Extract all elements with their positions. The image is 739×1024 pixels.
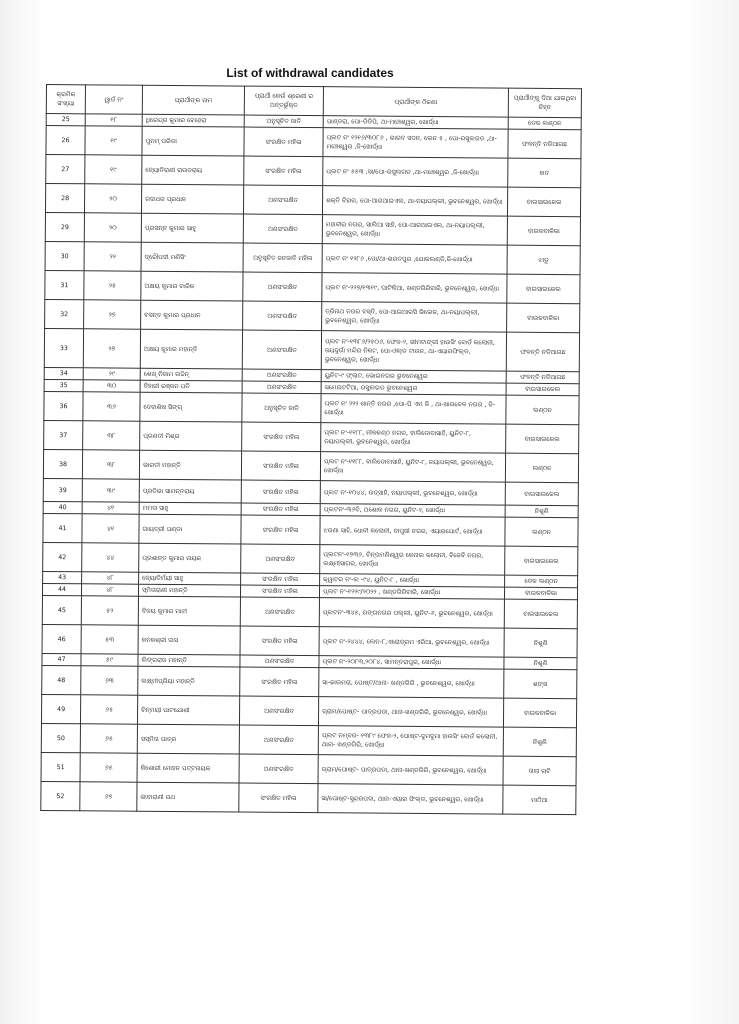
cell-ward-no: ୩୬ bbox=[83, 392, 140, 421]
cell-symbol: ଫଳନ୍ତି ନଡିଆଗଛ bbox=[506, 332, 579, 372]
cell-ward-no: ୩୮ bbox=[82, 450, 139, 479]
cell-address: ଗ୍ରାମ/ପୋଷ୍ଟ- ପାତ୍ରପଡା, ଥାନା-ଖଣ୍ଡଗିରି, ଭୁବନେଶ୍ୱର, ଖୋର୍ଦ୍ଧା bbox=[318, 697, 503, 727]
cell-address: ପ୍ଲଟ ନଂ-୧୨୨୯/୨୦୨୨ , ଖଣ୍ଡଗିରିବାରି, ଖୋର୍ଦ୍ଧା bbox=[319, 586, 504, 599]
cell-candidate-name: ଗାୟତ୍ରୀ ପଣ୍ଡା bbox=[139, 514, 241, 544]
table-header-row bbox=[46, 85, 581, 118]
table-row bbox=[42, 624, 577, 657]
table-row bbox=[44, 391, 579, 424]
cell-candidate-name: ପ୍ରସନ୍ନ କୁମାର ସାହୁ bbox=[141, 213, 243, 243]
cell-ward-no: ୩୮ bbox=[83, 421, 140, 450]
header-address: ପ୍ରାର୍ଥୀଙ୍କ ଠିକଣା bbox=[323, 87, 508, 117]
cell-ward-no: ୧୮ bbox=[85, 114, 142, 126]
cell-address: ପ୍ଲଟ ନଂ ୧୨୮୬ ,ପୋ/ଥା-ଭରତପୁର ,ଯୋକଲଣ୍ଡି,ଜି-ଖୋର୍ଦ୍ଧା bbox=[322, 244, 507, 274]
cell-candidate-name: କନକଶ୍ରୀ ଦାସ bbox=[138, 625, 240, 655]
cell-symbol: ବାଇକବାଳିକା bbox=[507, 303, 580, 333]
cell-address: ୟୁନିଟ-୯ ଫ୍ଲାଟ, ଭୋଇନଗର ଭୁବନେଶ୍ୱର bbox=[321, 370, 506, 383]
cell-candidate-name: ଧିରେନ୍ଦ୍ର କୁମାର ବେହେରା bbox=[142, 114, 244, 127]
cell-category: ସଂରକ୍ଷିତ ମହିଳା bbox=[242, 422, 321, 452]
cell-sl-no: 36 bbox=[44, 391, 83, 420]
cell-symbol: ବାଇକବାଳିକା bbox=[507, 216, 580, 246]
cell-address: ପ୍ଲଟ ନଂ-୧୧୮୮, ନୀଳକଣ୍ଠ ନଗର, ବାଲିଡୋବାସାହି, ୟୁନିଟ-୮, ନୟାପଲ୍ଲୀ, ଭୁବନେଶ୍ୱର, ଖୋର୍ଦ୍ଧା bbox=[321, 423, 506, 453]
cell-address: ପ୍ଲଟନଂ-୩୪୫, ରଙ୍ଗନଗର ପଲ୍ଲୀ, ୟୁନିଟ-୬, ଭୁବନେଶ୍ୱର, ଖୋର୍ଦ୍ଧା bbox=[319, 598, 504, 628]
table-row bbox=[41, 694, 576, 727]
cell-ward-no: ୨୭ bbox=[83, 329, 140, 368]
cell-ward-no: ୨୦ bbox=[84, 184, 141, 213]
cell-symbol: ବାଇସାଇକେଲ bbox=[505, 546, 578, 576]
cell-candidate-name: କିଶୋରୀ ମୋହନ ପଟ୍ଟନାୟକ bbox=[137, 753, 239, 783]
cell-category: ସଂରକ୍ଷିତ ମହିଳା bbox=[241, 515, 320, 545]
cell-address: ପ୍ଲଟ ନଂ-୧୩୮୬/୨୫୦୬, ଫେଜ-୨, ଭୀମଟାଙ୍ଗୀ ହାଉସିଂ ବୋର୍ଡ କଲୋନୀ, ଜୟଦୁର୍ଗା ମନ୍ଦିର ନିକଟ, ପୋ-ଓଲ୍ଡ ଟାଉନ, ଥା-ଏୟାରଫିଲ୍ଡ, ଭୁବନେଶ୍ୱର, ଖୋର୍ଦ୍ଧା bbox=[321, 331, 506, 371]
cell-sl-no: 39 bbox=[43, 478, 82, 501]
cell-sl-no: 46 bbox=[42, 624, 81, 653]
cell-ward-no: ୬୫ bbox=[80, 724, 137, 753]
cell-sl-no: 30 bbox=[45, 241, 84, 270]
cell-sl-no: 35 bbox=[44, 379, 83, 391]
cell-symbol: ବାଇସାଇକେଲ bbox=[504, 599, 577, 629]
cell-address: କ୍ୱାଟର ନଂ-ଲ -୯୪, ୟୁନିଟ-୮ , ଖୋର୍ଦ୍ଧା bbox=[320, 574, 505, 587]
cell-sl-no: 38 bbox=[43, 449, 82, 478]
cell-category: ଅଣସଂରକ୍ଷିତ bbox=[242, 381, 321, 394]
header-ward-no: ୱାର୍ଡ ନଂ bbox=[85, 85, 142, 114]
cell-address: ପ୍ଲଟ ନଂ ୫୫୩ ,ସା/ପୋ-ରସୁଲଗଡ ,ଥା-ମଞ୍ଚେଶ୍ୱର ,ଜି-ଖୋର୍ଦ୍ଧା bbox=[323, 157, 508, 187]
cell-symbol: ହାତ bbox=[508, 158, 581, 188]
cell-address: ପ୍ଲଟ ନଂ ୨୨୨ ଶାନ୍ତି ନଗର ,ପୋ-ପି ଏମ ଜି , ଥା-ଖାରବେଳ ନଗର , ଜି-ଖୋର୍ଦ୍ଧା bbox=[321, 394, 506, 424]
cell-category: ଅଣସଂରକ୍ଷିତ bbox=[240, 655, 319, 668]
table-row bbox=[43, 449, 578, 482]
cell-candidate-name: ଅକ୍ଷୟ କୁମାର ମହାନ୍ତି bbox=[140, 329, 242, 369]
cell-sl-no: 32 bbox=[45, 299, 84, 328]
cell-sl-no: 52 bbox=[41, 781, 80, 810]
cell-symbol: ଡେକ ଲଣ୍ଠନ bbox=[505, 575, 578, 588]
cell-ward-no: ୩୯ bbox=[82, 479, 139, 502]
cell-ward-no: ୬୫ bbox=[80, 753, 137, 782]
cell-ward-no: ୬୩ bbox=[81, 666, 138, 695]
cell-sl-no: 43 bbox=[43, 571, 82, 583]
cell-sl-no: 33 bbox=[44, 328, 83, 367]
cell-candidate-name: ମମତା ସାହୁ bbox=[139, 502, 241, 515]
cell-ward-no: ୩୦ bbox=[83, 380, 140, 392]
table-row bbox=[45, 299, 580, 332]
cell-ward-no: ୧୯ bbox=[85, 155, 142, 184]
table-row bbox=[45, 184, 580, 217]
cell-symbol: ବାଇସାଇକେଲ bbox=[505, 482, 578, 506]
cell-category: ସଂରକ୍ଷିତ ମହିଳା bbox=[240, 626, 319, 656]
cell-category: ଅଣସଂରକ୍ଷିତ bbox=[243, 214, 322, 244]
cell-symbol: ଶଙ୍ଖ bbox=[504, 669, 577, 699]
cell-candidate-name: ପୁନମ୍ ପରିଡା bbox=[142, 126, 244, 156]
cell-ward-no: ୫୩ bbox=[81, 625, 138, 654]
cell-address: ଶକ୍ତି ବିହାର, ପୋ-ଆରଆଇଏଲ, ଥା-ନୟାପଲ୍ଲୀ, ଭୁବନେଶ୍ୱର, ଖୋର୍ଦ୍ଧା bbox=[322, 186, 507, 216]
cell-symbol: ଡେକ ଲଣ୍ଠନ bbox=[508, 117, 581, 130]
cell-ward-no: ୫୯ bbox=[81, 654, 138, 666]
cell-category: ଅନୁସୂଚିତ ଜାତି bbox=[242, 393, 321, 423]
table-row bbox=[42, 595, 577, 628]
cell-symbol: ଫଳନ୍ତି ନଡିଆଗଛ bbox=[506, 371, 579, 384]
table-row bbox=[41, 781, 576, 814]
cell-ward-no: ୪୪ bbox=[82, 543, 139, 572]
table-body bbox=[41, 114, 581, 815]
cell-address: ପ୍ଲଟ ନଂ-୨୦୮୩,୨୦୮୪, ସାମନ୍ତରାପୁର, ଖୋର୍ଦ୍ଧା bbox=[319, 656, 504, 669]
cell-symbol: ଲଣ୍ଠନ bbox=[505, 517, 578, 547]
cell-category: ଅଣସଂରକ୍ଷିତ bbox=[240, 597, 319, 627]
cell-sl-no: 25 bbox=[46, 114, 85, 126]
cell-address: ଝରଣା ସାହି, ଧୋବୀ କଲୋନୀ, ବାପୁଜୀ ନଗର, ଏୟାରପୋର୍ଟ, ଖୋର୍ଦ୍ଧା bbox=[320, 516, 505, 546]
cell-address: ଗ୍ରାମ/ପୋଷ୍ଟ- ପାତ୍ରପଡା, ଥାନା-ଖଣ୍ଡଗିରି, ଭୁବନେଶ୍ୱର, ଖୋର୍ଦ୍ଧା bbox=[318, 755, 503, 785]
cell-symbol: ଲଣ୍ଠନ bbox=[506, 395, 579, 425]
cell-address: ସା/ପୋଷ୍ଟ-ସୁନ୍ଦରପଦା, ଥାନା-ଏୟାର ଫିଲ୍ଡ, ଭୁବନେଶ୍ୱର, ଖୋର୍ଦ୍ଧା bbox=[318, 784, 503, 814]
cell-sl-no: 37 bbox=[44, 420, 83, 449]
cell-ward-no: ୪୧ bbox=[82, 514, 139, 543]
cell-category: ଅଣସଂରକ୍ଷିତ bbox=[243, 272, 322, 302]
cell-candidate-name: ଦେବାଶିଷ ସିଙ୍ଗ୍ bbox=[140, 392, 242, 422]
cell-candidate-name: ସସ୍ମିତା ପାତ୍ର bbox=[137, 724, 239, 754]
cell-sl-no: 34 bbox=[44, 367, 83, 379]
cell-candidate-name: ସ୍ମିତାରାଣୀ ମହାନ୍ତି bbox=[138, 584, 240, 597]
cell-sl-no: 41 bbox=[43, 513, 82, 542]
cell-candidate-name: ଲକ୍ଷ୍ମୀପ୍ରିୟା ମହାନ୍ତି bbox=[138, 666, 240, 696]
cell-category: ସଂରକ୍ଷିତ ମହିଳା bbox=[241, 451, 320, 481]
document-title: List of withdrawal candidates bbox=[226, 66, 394, 80]
cell-ward-no: ୨୫ bbox=[84, 271, 141, 300]
table-row bbox=[46, 155, 581, 188]
cell-candidate-name: ଅକ୍ଷୟ କୁମାର ବାରିକ bbox=[141, 271, 243, 301]
cell-symbol: ଲଣ୍ଠନ bbox=[505, 453, 578, 483]
cell-symbol: ବାଇକବାଳିକା bbox=[503, 698, 576, 728]
cell-symbol: ନିଶୁଣି bbox=[505, 505, 578, 518]
cell-category: ଅଣସଂରକ୍ଷିତ bbox=[242, 369, 321, 382]
table-row bbox=[42, 665, 577, 698]
cell-category: ସଂରକ୍ଷିତ ମହିଳା bbox=[244, 156, 323, 186]
table-row bbox=[41, 723, 576, 756]
cell-sl-no: 45 bbox=[42, 595, 81, 624]
cell-candidate-name: ଭାରତୀ ମହାନ୍ତି bbox=[139, 450, 241, 480]
cell-category: ସଂରକ୍ଷିତ ମହିଳା bbox=[240, 667, 319, 697]
cell-sl-no: 26 bbox=[46, 126, 85, 155]
cell-symbol: ବାଇସାଇକେଲ bbox=[506, 383, 579, 396]
cell-address: ସା-ଢାଉମରା, ପୋଷ୍ଟ/ଥାନା- ଖଣ୍ଡଗିରି , ଭୁବନେଶ୍ୱର, ଖୋର୍ଦ୍ଧା bbox=[319, 668, 504, 698]
cell-candidate-name: ପ୍ରତିଭା ସାମନ୍ତରାୟ bbox=[139, 479, 241, 503]
cell-symbol: ନିଶୁଣି bbox=[503, 727, 576, 757]
cell-sl-no: 44 bbox=[42, 583, 81, 595]
cell-sl-no: 51 bbox=[41, 752, 80, 781]
cell-candidate-name: ଭାବାରାଣୀ ରଥ bbox=[137, 782, 239, 812]
cell-address: ପ୍ଲଟ ନଂ-୨୪୪୪, ଲେନ-୮,ଏରୋଡ୍ରମ ଏରିଆ, ଭୁବନେଶ୍ୱର, ଖୋର୍ଦ୍ଧା bbox=[319, 627, 504, 657]
cell-sl-no: 47 bbox=[42, 653, 81, 665]
cell-sl-no: 40 bbox=[43, 501, 82, 513]
cell-candidate-name: ଶେଖ୍ ନିଜାମ ଉଦ୍ଦିନ୍ bbox=[140, 368, 242, 381]
cell-sl-no: 50 bbox=[41, 723, 80, 752]
cell-symbol: ତାଲା ଚାବି bbox=[503, 756, 576, 786]
cell-ward-no: ୬୫ bbox=[80, 695, 137, 724]
header-symbol: ପ୍ରାର୍ଥୀଙ୍କୁ ଦିଆ ଯାଇଥିବା ଚିହ୍ନ bbox=[508, 88, 581, 118]
cell-symbol: ମାଠିଆ bbox=[503, 785, 576, 815]
cell-candidate-name: ଦ୍ରୌପଦୀ ମଣିସିଂ bbox=[141, 242, 243, 272]
cell-category: ଅଣସଂରକ୍ଷିତ bbox=[241, 544, 320, 574]
cell-symbol: ବାଇସାଇକେଲ bbox=[507, 274, 580, 304]
cell-candidate-name: ବିହାରୀ ରଞ୍ଜନ ପତି bbox=[140, 380, 242, 393]
cell-category: ଅଣସଂରକ୍ଷିତ bbox=[239, 696, 318, 726]
cell-ward-no: ୨୯ bbox=[83, 368, 140, 380]
cell-sl-no: 27 bbox=[46, 155, 85, 184]
cell-address: ପ୍ଲଟ ନମ୍ବର- ୧୩୮୯ ଫେଜ-୨, ପୋଷ୍ଟ-ଦୁମଦୁମା ହାଉସିଂ ବୋର୍ଡ କଲୋନୀ, ଥାନା- ଖଣ୍ଡଗିରି, ଖୋର୍ଦ୍ଧା bbox=[318, 726, 503, 756]
cell-candidate-name: ବିଜୟ କୁମାର ମାଝୀ bbox=[138, 596, 240, 626]
cell-category: ଅଣସଂରକ୍ଷିତ bbox=[243, 301, 322, 331]
cell-candidate-name: ଲିଙ୍ଗରାଜ ମହାନ୍ତି bbox=[138, 654, 240, 667]
cell-symbol: ବାଇସାଇକେଲ bbox=[507, 187, 580, 217]
cell-ward-no: ୪୮ bbox=[82, 572, 139, 584]
table-row bbox=[41, 752, 576, 785]
cell-ward-no: ୨୦ bbox=[84, 213, 141, 242]
header-candidate-name: ପ୍ରାର୍ଥୀଙ୍କ ନାମ bbox=[142, 85, 244, 115]
cell-sl-no: 29 bbox=[45, 212, 84, 241]
cell-symbol: ନିଶୁଣି bbox=[504, 657, 577, 670]
cell-address: ତ୍ରିନାଥ ନଗର ବସ୍ତି, ପୋ-ଆଇଆରସି ଭିଲେଜ, ଥା-ନୟାପଲ୍ଲୀ, ଭୁବନେଶ୍ୱର, ଖୋର୍ଦ୍ଧା bbox=[322, 302, 507, 332]
cell-category: ସଂରକ୍ଷିତ ମହିଳା bbox=[241, 480, 320, 504]
cell-candidate-name: ଜ୍ୟୋତିର୍ମୟୀ ସାହୁ bbox=[139, 572, 241, 585]
cell-address: ପ୍ଲଟ ନଂ-୧୦୪୪, ଉଦ୍ସାହି, ନୟାପଲ୍ଲୀ, ଭୁବନେଶ୍ୱର, ଖୋର୍ଦ୍ଧା bbox=[320, 481, 505, 505]
cell-symbol: ନିଶୁଣି bbox=[504, 628, 577, 658]
table-row bbox=[45, 241, 580, 274]
cell-category: ସଂରକ୍ଷିତ ମହିଳା bbox=[241, 573, 320, 586]
cell-candidate-name: ଚିନ୍ମୟୀ ପାଟଯୋଶୀ bbox=[137, 695, 239, 725]
cell-address: ପ୍ଲଟନଂ-୩୬ବି, ଅଶୋକ ନଗର, ୟୁନିଟ-୨, ଖୋର୍ଦ୍ଧା bbox=[320, 504, 505, 517]
cell-candidate-name: ଗଦାଧର ପ୍ରଧାନ bbox=[141, 184, 243, 214]
cell-ward-no: ୪୧ bbox=[82, 502, 139, 514]
cell-category: ଅନୁସୂଚିତ ଜନଜାତି ମହିଳା bbox=[243, 243, 322, 273]
cell-ward-no: ୪୮ bbox=[81, 584, 138, 596]
cell-category: ସଂରକ୍ଷିତ ମହିଳା bbox=[240, 585, 319, 598]
cell-ward-no: ୨୭ bbox=[84, 300, 141, 329]
table-row bbox=[43, 513, 578, 546]
cell-symbol: ଝାଡୁ bbox=[507, 245, 580, 275]
cell-category: ଅଣସଂରକ୍ଷିତ bbox=[242, 330, 321, 370]
cell-category: ଅଣସଂରକ୍ଷିତ bbox=[239, 754, 318, 784]
cell-address: ପ୍ଲଟ ନଂ-୨୨୭/୧୩୧୯, ଘାଟିକିଆ, ଖଣ୍ଡଗିରିବାରି, ଭୁବନେଶ୍ୱର, ଖୋର୍ଦ୍ଧା bbox=[322, 273, 507, 303]
cell-symbol: ବାଇସାଇକେଲ bbox=[506, 424, 579, 454]
cell-sl-no: 28 bbox=[45, 184, 84, 213]
cell-category: ଅନୁସୂଚିତ ଜାତି bbox=[244, 115, 323, 128]
cell-candidate-name: ପ୍ରଶାନ୍ତ କୁମାର ନାୟକ bbox=[139, 543, 241, 573]
cell-ward-no: ୧୯ bbox=[85, 126, 142, 155]
withdrawal-candidates-table bbox=[40, 84, 582, 815]
cell-address: ପ୍ଲଟ ନଂ ୧୨୧୬/୩୦୮୬ , ଭାରତ ସଦନ, ଲେନ ୫ , ପୋ-ରସୁଲଗଡ ,ଥା-ମଞ୍ଚେଶ୍ୱର ,ଜି-ଖୋର୍ଦ୍ଧା bbox=[323, 128, 508, 158]
cell-sl-no: 31 bbox=[45, 270, 84, 299]
cell-ward-no: ୨୨ bbox=[84, 242, 141, 271]
cell-ward-no: ୬୭ bbox=[80, 782, 137, 811]
cell-category: ସଂରକ୍ଷିତ ମହିଳା bbox=[241, 503, 320, 516]
header-sl-no: କ୍ରମିକ ସଂଖ୍ୟା bbox=[46, 85, 85, 114]
header-category: ପ୍ରାର୍ଥୀ କେଉଁ ଶ୍ରେଣୀ ର ଅନ୍ତର୍ଭୁକ୍ତ bbox=[244, 86, 323, 116]
table-row bbox=[44, 420, 579, 453]
cell-sl-no: 49 bbox=[41, 694, 80, 723]
cell-address: ମହାବୀର ନଗର, ସାଲିଆ ସାହି, ପୋ-ଆରଆଇଏଲ, ଥା-ନୟାପଲ୍ଲୀ, ଭୁବନେଶ୍ୱର, ଖୋର୍ଦ୍ଧା bbox=[322, 215, 507, 245]
cell-address: ପାଣ୍ଡରା, ପୋ-ଡିଡିପି, ଥା-ମଞ୍ଚେଶ୍ୱର, ଖୋର୍ଦ୍ଧା bbox=[323, 116, 508, 129]
table-row bbox=[46, 126, 581, 159]
cell-sl-no: 48 bbox=[42, 665, 81, 694]
table-row bbox=[44, 328, 579, 371]
cell-address: ସମେଇଟଟିଆ, ରସୁଲଗଡ ଭୁବନେଶ୍ୱର bbox=[321, 382, 506, 395]
cell-category: ସଂରକ୍ଷିତ ମହିଳା bbox=[239, 783, 318, 813]
cell-candidate-name: ପ୍ରଣତୀ ମିଶ୍ର bbox=[140, 421, 242, 451]
cell-symbol: ବାଇକବାଳିକା bbox=[504, 587, 577, 600]
cell-symbol: ଫଳନ୍ତି ନଡିଆଗଛ bbox=[508, 129, 581, 159]
cell-category: ଅଣସଂରକ୍ଷିତ bbox=[239, 725, 318, 755]
cell-candidate-name: ବସନ୍ତ କୁମାର ପ୍ରଧାନ bbox=[141, 300, 243, 330]
cell-category: ଅଣସଂରକ୍ଷିତ bbox=[243, 185, 322, 215]
table-row bbox=[43, 542, 578, 575]
cell-category: ସଂରକ୍ଷିତ ମହିଳା bbox=[244, 127, 323, 157]
table-row bbox=[45, 212, 580, 245]
cell-address: ପ୍ଲଟ ନଂ-୧୧୮୮, ବାଲିଡୋବାସାହି, ୟୁନିଟ-୮, ନୟାପଲ୍ଲୀ, ଭୁବନେଶ୍ୱର, ଖୋର୍ଦ୍ଧା bbox=[320, 452, 505, 482]
cell-address: ପ୍ଲଟନଂ-୧୭୩୬, ଚିନ୍ତାମଣିଶ୍ୱର କେନାଲ କଲୋନୀ, ବିଜେବି ନଗର, ଲକ୍ଷ୍ମୀସାଗର, ଖୋର୍ଦ୍ଧା bbox=[320, 545, 505, 575]
cell-ward-no: ୫୨ bbox=[81, 596, 138, 625]
cell-candidate-name: ଜ୍ୟୋତିରାଣୀ ରାଉତରାୟ bbox=[142, 155, 244, 185]
cell-sl-no: 42 bbox=[43, 542, 82, 571]
table-row bbox=[45, 270, 580, 303]
